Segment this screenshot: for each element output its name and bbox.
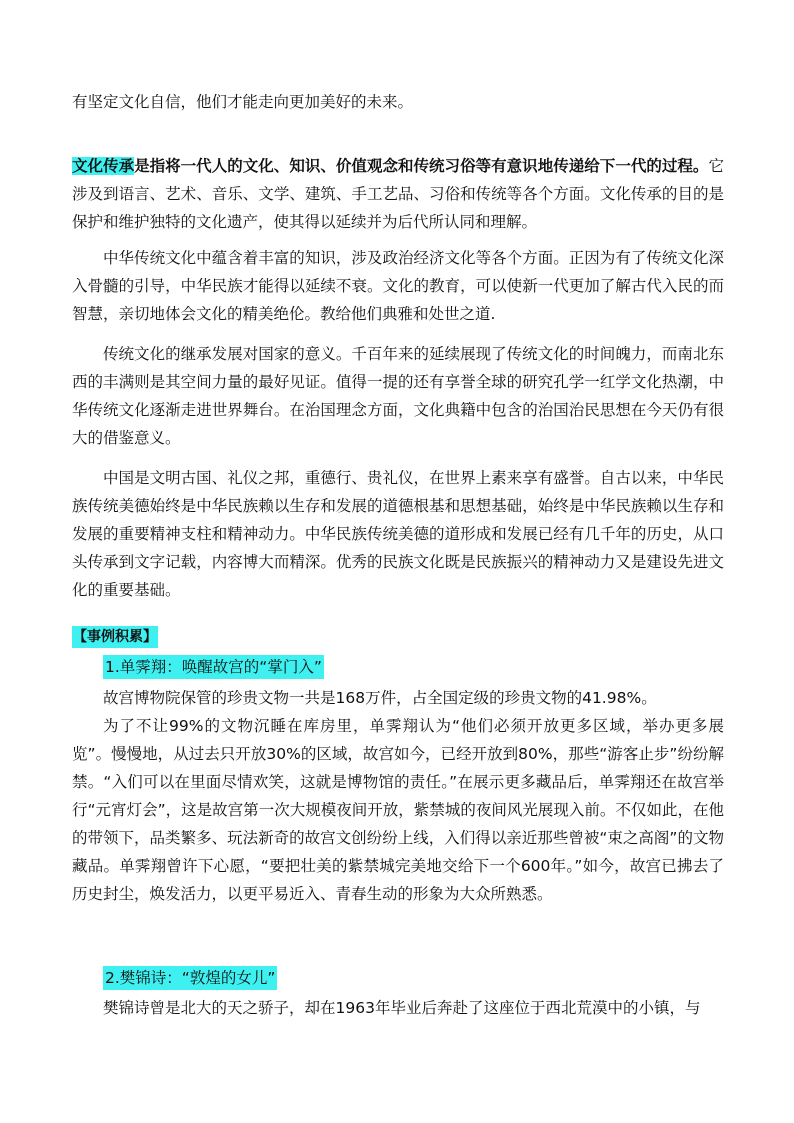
definition-rest-text: 它涉及到语言、艺术、音乐、文学、建筑、手工艺品、习俗和传统等各个方面。文化传承的目的是保护和维护独特的文化遗产，使其得以延续并为后代所认同和理解。 — [72, 157, 724, 231]
highlighted-term: 文化传承 — [72, 157, 135, 175]
paragraph-traditional-culture-knowledge: 中华传统文化中蕴含着丰富的知识，涉及政治经济文化等各个方面。正因为有了传统文化深入骨髓的引导，中华民族才能得以延续不衰。文化的教育，可以使新一代更加了解古代入民的而智慧，亲切地体会文化的精美绝伦。教给他们典雅和处世之道. — [72, 249, 724, 323]
case1-title: 1.单霁翔：唤醒故宫的“掌门入” — [103, 655, 324, 679]
case2-paragraph-story: 樊锦诗曾是北大的天之骄子，却在1963年毕业后奔赴了这座位于西北荒漠中的小镇，与 — [103, 999, 701, 1017]
paragraph-intro-tail: 有坚定文化自信，他们才能走向更加美好的未来。 — [72, 93, 414, 111]
case2-title: 2.樊锦诗：“敦煌的女儿” — [103, 966, 277, 990]
paragraph-national-significance: 传统文化的继承发展对国家的意义。千百年来的延续展现了传统文化的时间魄力，而南北东西的丰满则是其空间力量的最好见证。值得一提的还有享誉全球的研究孔学一红学文化热潮，中华传统文化逐渐走进世界舞台。在治国理念方面，文化典籍中包含的治国治民思想在今天仍有很大的借鉴意义。 — [72, 345, 724, 447]
paragraph-cultural-inheritance-definition — [72, 152, 724, 236]
case1-paragraph-statistics: 故宫博物院保管的珍贵文物一共是168万件，占全国定级的珍贵文物的41.98%。 — [103, 689, 657, 707]
paragraph-traditional-virtues: 中国是文明古国、礼仪之邦，重德行、贵礼仪，在世界上素来享有盛誉。自古以来，中华民族传统美德始终是中华民族赖以生存和发展的道德根基和思想基础，始终是中华民族赖以生存和发展的重要精神支柱和精神动力。中华民族传统美德的道形成和发展已经有几千年的历史，从口头传承到文字记载，内容博大而精深。优秀的民族文化既是民族振兴的精神动力又是建设先进文化的重要基础。 — [72, 469, 724, 599]
case1-paragraph-story: 为了不让99%的文物沉睡在库房里，单霁翔认为“他们必须开放更多区域，举办更多展览”。慢慢地，从过去只开放30%的区域，故宫如今，已经开放到80%，那些“游客止步”纷纷解禁。“入们可以在里面尽情欢笑，这就是博物馆的责任。”在展示更多藏品后，单霁翔还在故宫举行“元宵灯会”，这是故宫第一次大规模夜间开放，紫禁城的夜间风光展现入前。不仅如此，在他的带领下，品类繁多、玩法新奇的故宫文创纷纷上线，入们得以亲近那些曾被“束之高阁”的文物藏品。单霁翔曾许下心愿，“要把壮美的紫禁城完美地交给下一个600年。”如今，故宫已拂去了历史封尘，焕发活力，以更平易近入、青春生动的形象为大众所熟悉。 — [72, 717, 724, 903]
definition-bold-text: 是指将一代人的文化、知识、价值观念和传统习俗等有意识地传递给下一代的过程。 — [134, 157, 709, 175]
case-accumulation-heading: 【事例积累】 — [72, 626, 158, 648]
